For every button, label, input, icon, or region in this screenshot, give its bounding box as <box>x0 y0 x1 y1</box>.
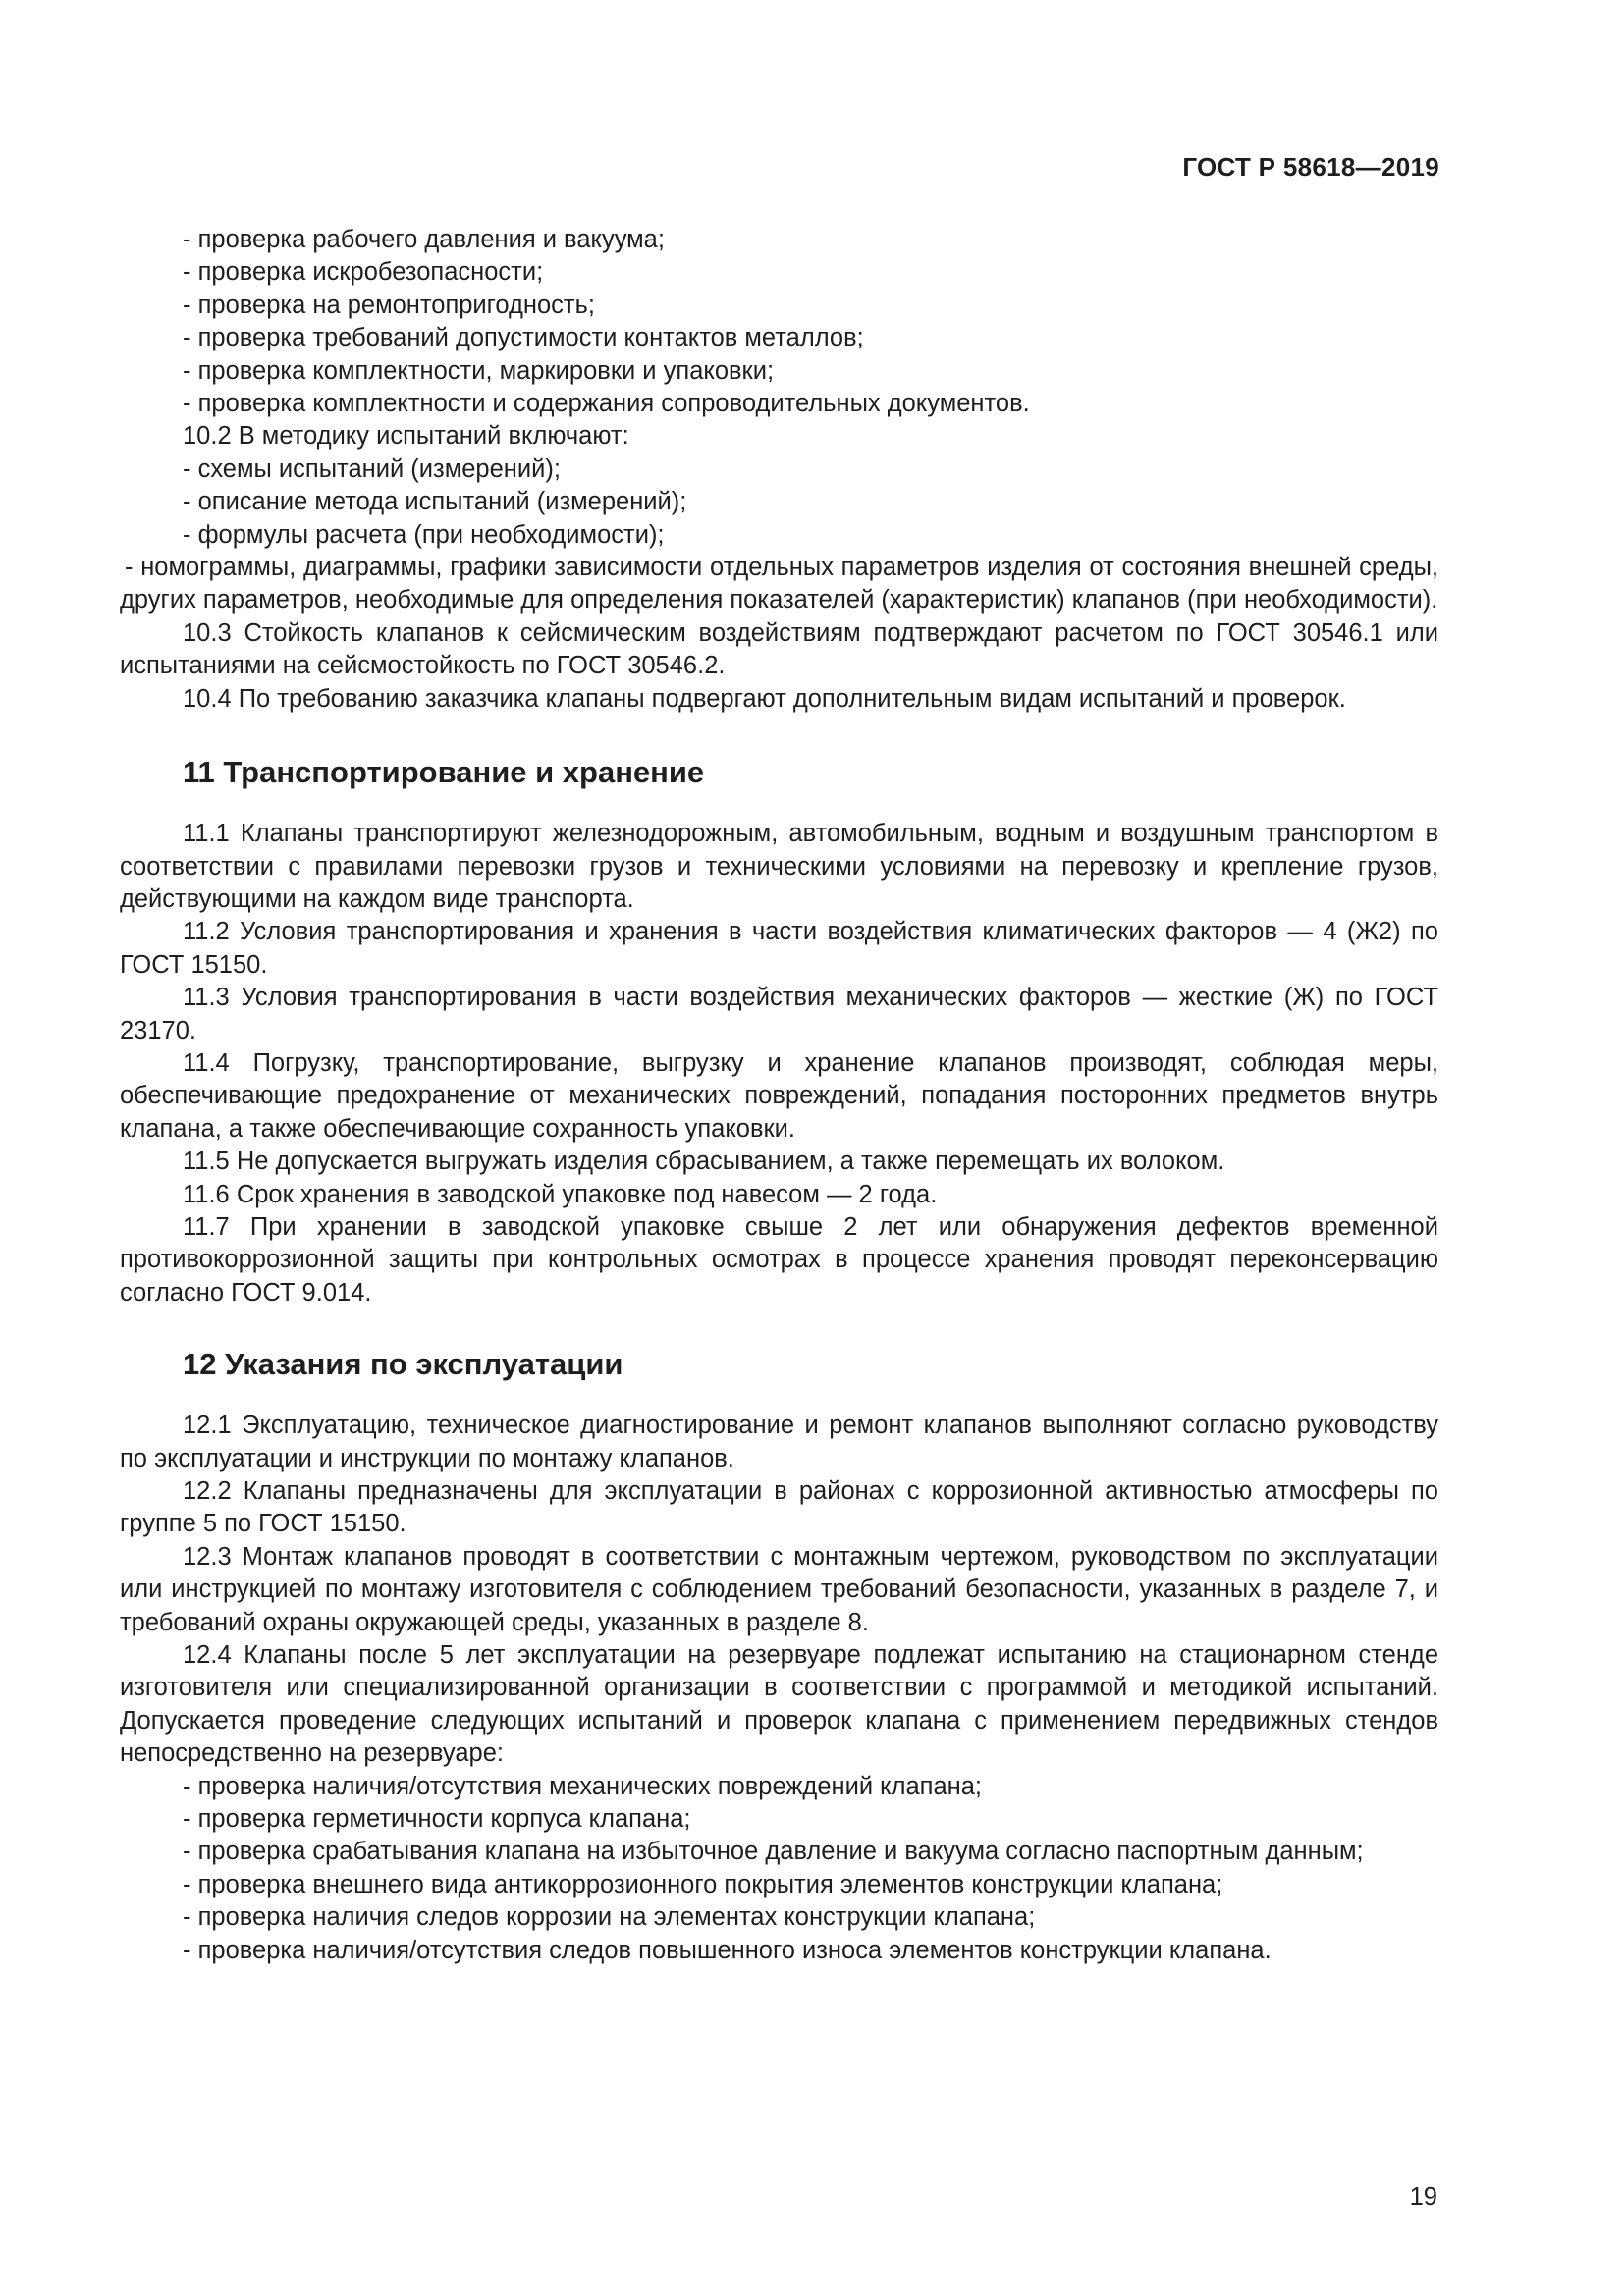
clause-12-1: 12.1 Эксплуатацию, техническое диагностирование и ремонт клапанов выполняют согласно руководству по эксплуатации и инструкции по монтажу клапанов. <box>120 1412 1438 1472</box>
clause-12-2: 12.2 Клапаны предназначены для эксплуатации в районах с коррозионной активностью атмосферы по группе 5 по ГОСТ 15150. <box>120 1477 1438 1538</box>
clause-11-1: 11.1 Клапаны транспортируют железнодорожным, автомобильным, водным и воздушным транспортом в соответствии с правилами перевозки грузов и техническими условиями на перевозку и крепление грузов, действующими на каждом виде транспорта. <box>120 820 1438 913</box>
clause-12-3: 12.3 Монтаж клапанов проводят в соответствии с монтажным чертежом, руководством по эксплуатации или инструкцией по монтажу изготовителя с соблюдением требований безопасности, указанных в разделе 7, и требований охраны окружающей среды, указанных в разделе 8. <box>120 1542 1438 1636</box>
list-item: - проверка наличия/отсутствия механических повреждений клапана; <box>183 1772 982 1800</box>
list-item: - проверка на ремонтопригодность; <box>183 291 595 319</box>
page-content <box>120 224 1438 1967</box>
list-item: - проверка искробезопасности; <box>183 258 544 287</box>
list-item: - проверка наличия/отсутствия следов повышенного износа элементов конструкции клапана. <box>183 1936 1272 1964</box>
clause-11-7: 11.7 При хранении в заводской упаковке свыше 2 лет или обнаружения дефектов временной противокоррозионной защиты при контрольных осмотрах в процессе хранения проводят переконсервацию согласно ГОСТ 9.014. <box>120 1212 1438 1307</box>
list-item-long: - проверка срабатывания клапана на избыточное давление и вакуума согласно паспортным данным; <box>183 1838 1364 1866</box>
clause-11-4: 11.4 Погрузку, транспортирование, выгрузку и хранение клапанов производят, соблюдая меры, обеспечивающие предохранение от механических повреждений, попадания посторонних предметов внутрь клапана, а также обеспечивающие сохранность упаковки. <box>120 1048 1438 1143</box>
clause-11-3: 11.3 Условия транспортирования в части воздействия механических факторов — жесткие (Ж) по ГОСТ 23170. <box>120 984 1438 1044</box>
clause-12-4: 12.4 Клапаны после 5 лет эксплуатации на резервуаре подлежат испытанию на стационарном стенде изготовителя или специализированной организации в соответствии с программой и методикой испытаний. Допускается проведение следующих испытаний и проверок клапана с применением передвижных стендов непосредственно на резервуаре: <box>120 1641 1438 1768</box>
list-item: - формулы расчета (при необходимости); <box>183 520 665 549</box>
list-item: - проверка требований допустимости контактов металлов; <box>183 324 864 352</box>
clause-10-4: 10.4 По требованию заказчика клапаны подвергают дополнительным видам испытаний и проверок. <box>183 684 1346 713</box>
page-number: 19 <box>1409 2183 1437 2211</box>
clause-11-2: 11.2 Условия транспортирования и хранения в части воздействия климатических факторов — 4 (Ж2) по ГОСТ 15150. <box>120 918 1438 979</box>
clause-11-5: 11.5 Не допускается выгружать изделия сбрасыванием, а также перемещать их волоком. <box>183 1148 1225 1176</box>
section-heading-11: 11 Транспортирование и хранение <box>183 755 705 790</box>
list-item: - схемы испытаний (измерений); <box>183 454 561 483</box>
list-item: - проверка комплектности, маркировки и упаковки; <box>183 356 775 385</box>
clause-10-2-intro: 10.2 В методику испытаний включают: <box>183 422 629 451</box>
list-item: - описание метода испытаний (измерений); <box>183 488 687 516</box>
list-item: - проверка внешнего вида антикоррозионного покрытия элементов конструкции клапана; <box>183 1870 1223 1898</box>
clause-11-6: 11.6 Срок хранения в заводской упаковке под навесом — 2 года. <box>183 1180 938 1208</box>
list-item: - проверка комплектности и содержания сопроводительных документов. <box>183 390 1030 418</box>
page-header: ГОСТ Р 58618—2019 <box>1182 152 1439 182</box>
list-item: - проверка герметичности корпуса клапана; <box>183 1805 691 1834</box>
list-item: - проверка наличия следов коррозии на элементах конструкции клапана; <box>183 1903 1036 1932</box>
list-item: - проверка рабочего давления и вакуума; <box>183 226 665 253</box>
clause-10-3: 10.3 Стойкость клапанов к сейсмическим воздействиям подтверждают расчетом по ГОСТ 30546.1 или испытаниями на сейсмостойкость по ГОСТ 30546.2. <box>120 618 1438 680</box>
list-item-long: - номограммы, диаграммы, графики зависимости отдельных параметров изделия от состояния внешней среды, других параметров, необходимые для определения показателей (характеристик) клапанов (при необходимости). <box>120 554 1438 614</box>
section-heading-12: 12 Указания по эксплуатации <box>183 1347 623 1382</box>
